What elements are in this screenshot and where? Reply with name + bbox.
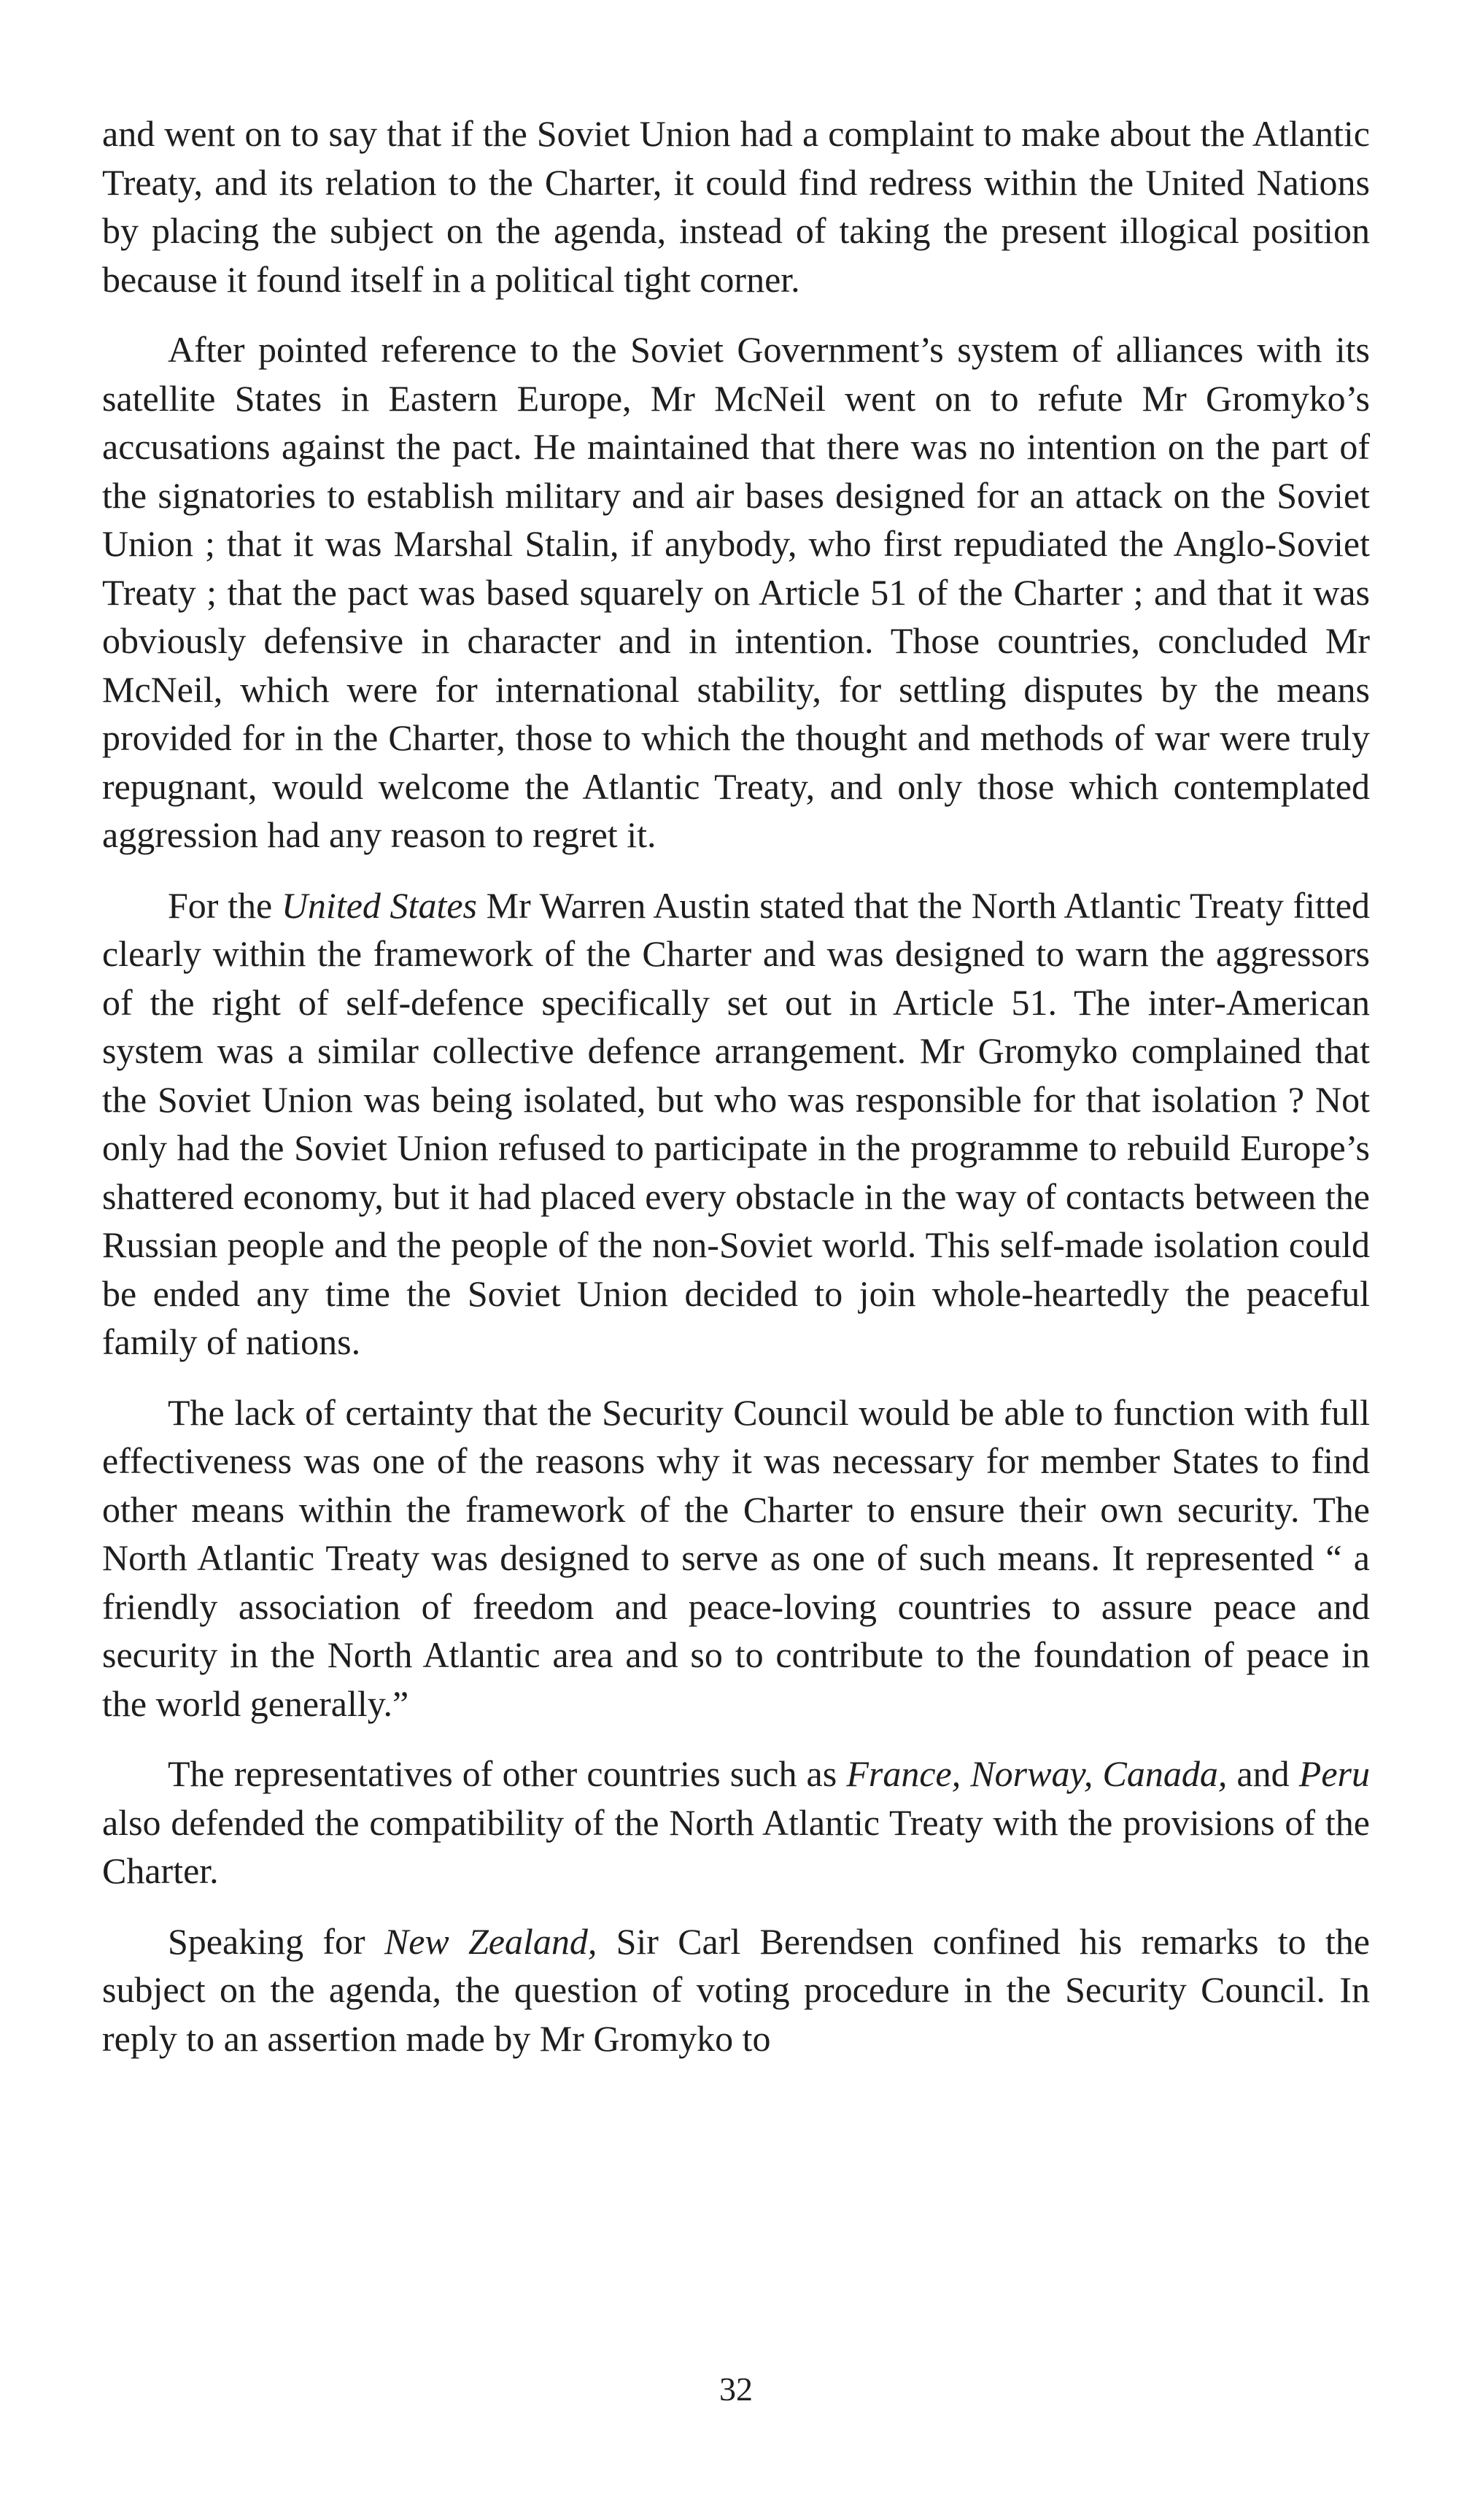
country-name-italic: New Zealand, bbox=[384, 1920, 597, 1962]
country-names-italic: France, Norway, Canada, bbox=[846, 1753, 1228, 1794]
paragraph-4 bbox=[102, 1388, 1370, 1728]
text-segment: After pointed reference to the Soviet Government’s system of alliances with its satellite States in Eastern Europe, Mr McNeil went on to refute Mr Gromyko’s accusations against the pact. He maintained that there was no intention on the part of the signatories to establish military and air bases designed for an attack on the Soviet Union ; that it was Marshal Stalin, if anybody, who first repudiated the Anglo-Soviet Treaty ; that the pact was based squarely on Article 51 of the Charter ; and that it was obviously defensive in character and in intention. Those countries, concluded Mr McNeil, which were for international stability, for settling disputes by the means provided for in the Charter, those to which the thought and methods of war were truly repugnant, would welcome the Atlantic Treaty, and only those which contemplated aggression had any reason to regret it. bbox=[102, 329, 1370, 855]
country-name-italic: United States bbox=[281, 884, 477, 926]
page-number: 32 bbox=[719, 2370, 753, 2408]
paragraph-2 bbox=[102, 325, 1370, 859]
text-segment: and bbox=[1227, 1753, 1299, 1794]
text-segment: also defended the compatibility of the North Atlantic Treaty with the provisions of the Charter. bbox=[102, 1801, 1370, 1891]
page-body bbox=[102, 109, 1370, 2084]
text-segment: Sir Carl Berendsen confined his remarks to the subject on the agenda, the question of voting procedure in the Security Council. In reply to an assertion made by Mr Gromyko to bbox=[102, 1920, 1370, 2059]
paragraph-3 bbox=[102, 881, 1370, 1367]
paragraph-5 bbox=[102, 1750, 1370, 1895]
paragraph-1 bbox=[102, 109, 1370, 304]
text-segment: Speaking for bbox=[168, 1920, 384, 1962]
paragraph-6 bbox=[102, 1917, 1370, 2063]
text-segment: and went on to say that if the Soviet Union had a complaint to make about the Atlantic Treaty, and its relation to the Charter, it could find redress within the United Nations by placing the subject on the agenda, instead of taking the present illogical position because it found itself in a political tight corner. bbox=[102, 113, 1370, 300]
text-segment: The lack of certainty that the Security Council would be able to function with full effectiveness was one of the reasons why it was necessary for member States to find other means within the framework of the Charter to ensure their own security. The North Atlantic Treaty was designed to serve as one of such means. It represented “ a friendly association of freedom and peace-loving countries to assure peace and security in the North Atlantic area and so to contribute to the foundation of peace in the world generally.” bbox=[102, 1391, 1370, 1724]
text-segment: For the bbox=[168, 884, 282, 926]
text-segment: The representatives of other countries such as bbox=[168, 1753, 847, 1794]
text-segment: Mr Warren Austin stated that the North Atlantic Treaty fitted clearly within the framework of the Charter and was designed to warn the aggressors of the right of self-defence specifically set out in Article 51. The inter-American system was a similar collective defence arrangement. Mr Gromyko complained that the Soviet Union was being isolated, but who was responsible for that isolation ? Not only had the Soviet Union refused to participate in the programme to rebuild Europe’s shattered economy, but it had placed every obstacle in the way of contacts between the Russian people and the people of the non-Soviet world. This self-made isolation could be ended any time the Soviet Union decided to join whole-heartedly the peaceful family of nations. bbox=[102, 884, 1370, 1362]
country-name-italic: Peru bbox=[1298, 1753, 1370, 1794]
